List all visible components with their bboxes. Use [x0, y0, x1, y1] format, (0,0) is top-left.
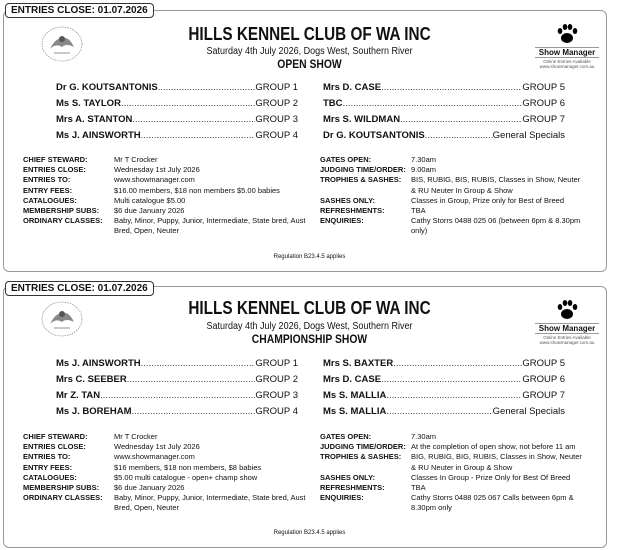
- info-label: ENTRIES CLOSE:: [23, 442, 86, 452]
- judge-group: GROUP 7: [522, 114, 565, 125]
- show-info-right: [320, 432, 582, 514]
- info-label: ORDINARY CLASSES:: [23, 216, 103, 226]
- info-value: Mr T Crocker: [114, 155, 158, 164]
- info-label: ORDINARY CLASSES:: [23, 493, 103, 503]
- info-value: Multi catalogue $5.00: [114, 195, 186, 205]
- judge-group: GROUP 3: [255, 390, 298, 401]
- info-value: BIG, RUBIG, BIG, RUBIS, Classes in Show, Neuter & RU Neuter in Group & Show: [411, 452, 582, 472]
- show-subtitle: Saturday 4th July 2026, Dogs West, Southern River: [206, 321, 413, 332]
- club-title: HILLS KENNEL CLUB OF WA INC: [188, 24, 431, 44]
- judge-name: TBC: [323, 98, 343, 109]
- club-title: HILLS KENNEL CLUB OF WA INC: [188, 298, 431, 318]
- info-label: ENQUIRIES:: [320, 216, 364, 226]
- info-label: MEMBERSHIP SUBS:: [23, 206, 100, 216]
- info-value: $6 due January 2026: [114, 483, 185, 493]
- info-value: Mr T Crocker: [114, 432, 158, 441]
- judge-group: GROUP 4: [255, 406, 298, 417]
- show-manager-title: Show Manager: [535, 47, 599, 58]
- info-value: $5.00 multi catalogue - open+ champ show: [114, 472, 258, 482]
- info-value: 7.30am: [411, 155, 437, 164]
- judge-name: Mrs A. STANTON: [56, 114, 133, 125]
- show-manager-sub: Online Entries Available www.showmanager.com.au: [539, 59, 595, 69]
- info-value: BIS, RUBIG, BIS, RUBIS, Classes in Show, Neuter & RU Neuter In Group & Show: [411, 175, 581, 195]
- judge-row: [323, 406, 565, 417]
- judge-row: [323, 374, 565, 385]
- info-label: ENTRIES TO:: [23, 452, 71, 462]
- info-label: SASHES ONLY:: [320, 195, 376, 205]
- show-info-left: [23, 432, 306, 514]
- info-label: ENTRIES TO:: [23, 175, 71, 185]
- info-label: ENTRY FEES:: [23, 462, 73, 472]
- judge-row: [56, 82, 298, 93]
- judge-group: GROUP 1: [255, 82, 298, 93]
- judge-row: [56, 390, 298, 401]
- judge-group: GROUP 2: [255, 98, 298, 109]
- judge-row: [323, 130, 565, 141]
- show-info-right: [320, 155, 582, 237]
- info-value: Wednesday 1st July 2026: [114, 442, 200, 452]
- judge-row: [323, 114, 565, 125]
- info-label: JUDGING TIME/ORDER:: [320, 442, 406, 452]
- judge-name: Dr G. KOUTSANTONIS: [56, 82, 158, 93]
- info-label: CATALOGUES:: [23, 472, 77, 482]
- info-label: TROPHIES & SASHES:: [320, 175, 402, 185]
- info-label: ENTRIES CLOSE:: [23, 165, 86, 175]
- judge-name: Mrs D. CASE: [323, 82, 382, 93]
- info-label: REFRESHMENTS:: [320, 206, 385, 216]
- show-type: CHAMPIONSHIP SHOW: [251, 334, 368, 346]
- info-value: www.showmanager.com: [114, 452, 195, 462]
- entries-close-tag: ENTRIES CLOSE: 01.07.2026: [5, 3, 154, 18]
- judge-name: Dr G. KOUTSANTONIS: [323, 130, 425, 141]
- judge-name: Ms S. TAYLOR: [56, 98, 121, 109]
- judge-group: GROUP 3: [255, 114, 298, 125]
- show-info-left: [23, 155, 306, 237]
- judge-name: Ms S. MALLIA: [323, 406, 387, 417]
- judge-row: [323, 82, 565, 93]
- judge-row: [56, 406, 298, 417]
- info-label: ENTRY FEES:: [23, 185, 73, 195]
- info-value: Cathy Storrs 0488 025 067 Calls between 6pm & 8.30pm only: [411, 493, 574, 513]
- info-label: MEMBERSHIP SUBS:: [23, 483, 100, 493]
- judge-group: GROUP 5: [522, 82, 565, 93]
- info-label: CHIEF STEWARD:: [23, 432, 88, 441]
- judge-name: Mr Z. TAN: [56, 390, 101, 401]
- judge-group: GROUP 2: [255, 374, 298, 385]
- info-value: 9.00am: [411, 165, 437, 175]
- judge-name: Mrs D. CASE: [323, 374, 382, 385]
- info-label: GATES OPEN:: [320, 432, 372, 441]
- judge-row: [323, 358, 565, 369]
- info-label: ENQUIRIES:: [320, 493, 364, 503]
- info-label: JUDGING TIME/ORDER:: [320, 165, 406, 175]
- info-value: Baby, Minor, Puppy, Junior, Intermediate, State bred, Aust Bred, Open, Neuter: [114, 216, 306, 236]
- judge-row: [56, 114, 298, 125]
- info-value: 7.30am: [411, 432, 437, 441]
- entries-close-tag: ENTRIES CLOSE: 01.07.2026: [5, 281, 154, 296]
- judge-name: Ms J. AINSWORTH: [56, 358, 141, 369]
- judge-row: [56, 98, 298, 109]
- info-value: $16 members, $18 non members, $8 babies: [114, 462, 262, 472]
- judge-row: [323, 390, 565, 401]
- info-value: www.showmanager.com: [114, 175, 195, 185]
- info-label: REFRESHMENTS:: [320, 483, 385, 493]
- show-subtitle: Saturday 4th July 2026, Dogs West, Southern River: [206, 46, 413, 57]
- judge-name: Mrs S. WILDMAN: [323, 114, 401, 125]
- judge-name: Mrs C. SEEBER: [56, 374, 127, 385]
- judge-group: General Specials: [492, 406, 565, 417]
- info-value: $6 due January 2026: [114, 206, 185, 216]
- judge-group: General Specials: [492, 130, 565, 141]
- info-label: SASHES ONLY:: [320, 472, 376, 482]
- info-value: $16.00 members, $18 non members $5.00 babies: [114, 185, 280, 195]
- judge-group: GROUP 1: [255, 358, 298, 369]
- judge-name: Mrs S. BAXTER: [323, 358, 394, 369]
- judge-row: [56, 358, 298, 369]
- info-value: Classes In Group - Prize Only for Best Of Breed: [411, 472, 571, 482]
- judge-group: GROUP 4: [255, 130, 298, 141]
- info-label: CHIEF STEWARD:: [23, 155, 88, 164]
- judge-name: Ms J. AINSWORTH: [56, 130, 141, 141]
- judge-row: [56, 374, 298, 385]
- judge-row: [56, 130, 298, 141]
- show-manager-sub: Online Entries Available www.showmanager.com.au: [539, 335, 595, 345]
- regulation-note: Regulation B23.4.5 applies: [273, 530, 346, 536]
- info-value: Classes in Group, Prize only for Best of Breed: [411, 195, 564, 205]
- judge-name: Ms S. MALLIA: [323, 390, 387, 401]
- info-value: Baby, Minor, Puppy, Junior, Intermediate, State bred, Aust Bred, Open, Neuter: [114, 493, 306, 513]
- info-label: GATES OPEN:: [320, 155, 372, 164]
- info-value: At the completion of open show, not before 11 am: [411, 442, 576, 452]
- show-manager-title: Show Manager: [535, 323, 599, 334]
- judge-group: GROUP 6: [522, 98, 565, 109]
- info-label: TROPHIES & SASHES:: [320, 452, 402, 462]
- info-value: TBA: [411, 206, 426, 216]
- info-value: Wednesday 1st July 2026: [114, 165, 200, 175]
- info-value: TBA: [411, 483, 426, 493]
- judge-group: GROUP 5: [522, 358, 565, 369]
- info-label: CATALOGUES:: [23, 195, 77, 205]
- info-value: Cathy Storrs 0488 025 06 (between 6pm & 8.30pm only): [411, 216, 581, 236]
- judge-group: GROUP 7: [522, 390, 565, 401]
- regulation-note: Regulation B23.4.5 applies: [273, 254, 346, 260]
- show-type: OPEN SHOW: [277, 59, 342, 71]
- judge-name: Ms J. BOREHAM: [56, 406, 132, 417]
- judge-row: [323, 98, 565, 109]
- judge-group: GROUP 6: [522, 374, 565, 385]
